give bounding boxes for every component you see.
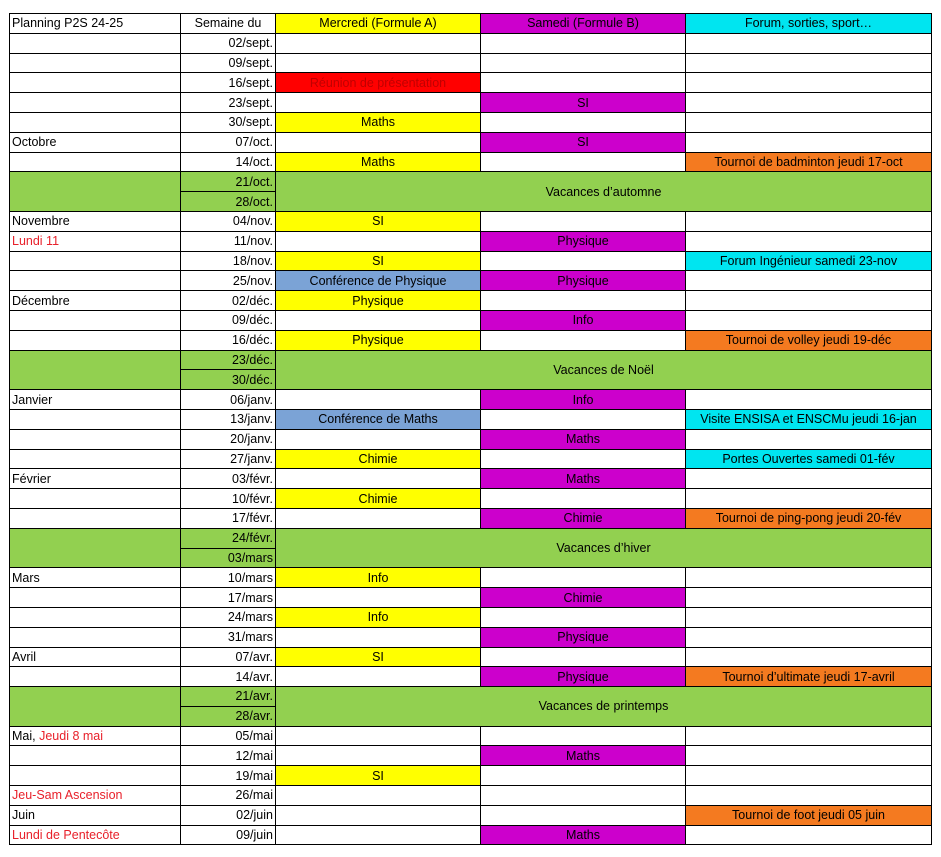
- forum-event: [686, 93, 932, 113]
- forum-event: [686, 825, 932, 845]
- wednesday-session: [276, 33, 481, 53]
- week-date: 11/nov.: [181, 231, 276, 251]
- table-row: [10, 271, 932, 291]
- forum-event: Tournoi de badminton jeudi 17-oct: [686, 152, 932, 172]
- vacation-label: Vacances d’automne: [276, 172, 932, 212]
- table-row: [10, 231, 932, 251]
- month-cell: [10, 588, 181, 608]
- table-row: [10, 429, 932, 449]
- saturday-session: [481, 647, 686, 667]
- saturday-session: [481, 33, 686, 53]
- wednesday-session: [276, 746, 481, 766]
- wednesday-session: Conférence de Maths: [276, 409, 481, 429]
- week-date: 30/sept.: [181, 112, 276, 132]
- forum-event: [686, 568, 932, 588]
- forum-column-header: Forum, sorties, sport…: [686, 14, 932, 34]
- vacation-label: Vacances de Noël: [276, 350, 932, 390]
- saturday-session: [481, 409, 686, 429]
- week-date: 18/nov.: [181, 251, 276, 271]
- forum-event: [686, 489, 932, 509]
- table-row: [10, 172, 932, 192]
- week-date: 12/mai: [181, 746, 276, 766]
- wednesday-session: SI: [276, 251, 481, 271]
- wednesday-session: Maths: [276, 112, 481, 132]
- wednesday-session: [276, 588, 481, 608]
- saturday-session: [481, 489, 686, 509]
- table-row: [10, 53, 932, 73]
- header-row: [10, 14, 932, 34]
- week-date: 02/juin: [181, 805, 276, 825]
- saturday-session: [481, 251, 686, 271]
- saturday-session: Info: [481, 390, 686, 410]
- wednesday-session: SI: [276, 211, 481, 231]
- month-cell: [10, 726, 181, 746]
- wednesday-session: [276, 805, 481, 825]
- week-date: 23/sept.: [181, 93, 276, 113]
- saturday-session: Physique: [481, 627, 686, 647]
- saturday-session: [481, 53, 686, 73]
- wednesday-session: [276, 508, 481, 528]
- planning-title: Planning P2S 24-25: [10, 14, 181, 34]
- wednesday-session: [276, 667, 481, 687]
- wednesday-session: Réunion de présentation: [276, 73, 481, 93]
- saturday-column-header: Samedi (Formule B): [481, 14, 686, 34]
- forum-event: [686, 786, 932, 806]
- month-cell: Janvier: [10, 390, 181, 410]
- month-cell: [10, 251, 181, 271]
- saturday-session: Physique: [481, 667, 686, 687]
- week-date: 14/avr.: [181, 667, 276, 687]
- table-row: [10, 73, 932, 93]
- week-date: 31/mars: [181, 627, 276, 647]
- week-date: 13/janv.: [181, 409, 276, 429]
- forum-event: [686, 271, 932, 291]
- wednesday-session: Physique: [276, 330, 481, 350]
- saturday-session: [481, 766, 686, 786]
- month-cell: Lundi de Pentecôte: [10, 825, 181, 845]
- table-row: [10, 746, 932, 766]
- week-date: 09/déc.: [181, 310, 276, 330]
- table-row: [10, 251, 932, 271]
- month-cell: [10, 667, 181, 687]
- month-cell: [10, 53, 181, 73]
- saturday-session: Chimie: [481, 588, 686, 608]
- table-row: [10, 350, 932, 370]
- month-cell: [10, 429, 181, 449]
- wednesday-session: Conférence de Physique: [276, 271, 481, 291]
- month-cell: [10, 33, 181, 53]
- wednesday-session: SI: [276, 647, 481, 667]
- table-row: [10, 310, 932, 330]
- saturday-session: [481, 330, 686, 350]
- week-date: 02/sept.: [181, 33, 276, 53]
- table-row: [10, 211, 932, 231]
- week-date: 26/mai: [181, 786, 276, 806]
- saturday-session: Physique: [481, 271, 686, 291]
- wednesday-session: [276, 390, 481, 410]
- saturday-session: [481, 291, 686, 311]
- forum-event: Visite ENSISA et ENSCMu jeudi 16-jan: [686, 409, 932, 429]
- wednesday-column-header: Mercredi (Formule A): [276, 14, 481, 34]
- week-date: 14/oct.: [181, 152, 276, 172]
- forum-event: Tournoi d’ultimate jeudi 17-avril: [686, 667, 932, 687]
- wednesday-session: [276, 310, 481, 330]
- week-date: 09/sept.: [181, 53, 276, 73]
- week-date: 27/janv.: [181, 449, 276, 469]
- saturday-session: [481, 211, 686, 231]
- table-row: [10, 152, 932, 172]
- saturday-session: [481, 786, 686, 806]
- saturday-session: Chimie: [481, 508, 686, 528]
- saturday-session: [481, 726, 686, 746]
- month-cell: [10, 766, 181, 786]
- forum-event: [686, 53, 932, 73]
- table-row: [10, 33, 932, 53]
- table-row: [10, 390, 932, 410]
- week-date: 23/déc.: [181, 350, 276, 370]
- month-cell: [10, 330, 181, 350]
- table-row: [10, 112, 932, 132]
- wednesday-session: Info: [276, 568, 481, 588]
- saturday-session: [481, 607, 686, 627]
- month-cell: Février: [10, 469, 181, 489]
- saturday-session: Maths: [481, 429, 686, 449]
- month-cell: [10, 93, 181, 113]
- forum-event: [686, 647, 932, 667]
- saturday-session: Maths: [481, 469, 686, 489]
- week-date: 10/févr.: [181, 489, 276, 509]
- forum-event: [686, 588, 932, 608]
- saturday-session: SI: [481, 132, 686, 152]
- month-cell: Octobre: [10, 132, 181, 152]
- week-date: 03/mars: [181, 548, 276, 568]
- month-cell: Avril: [10, 647, 181, 667]
- forum-event: [686, 746, 932, 766]
- month-cell: [10, 607, 181, 627]
- week-date: 06/janv.: [181, 390, 276, 410]
- week-date: 24/mars: [181, 607, 276, 627]
- month-cell: [10, 73, 181, 93]
- week-date: 07/oct.: [181, 132, 276, 152]
- wednesday-session: [276, 786, 481, 806]
- forum-event: [686, 211, 932, 231]
- table-row: [10, 291, 932, 311]
- week-date: 28/oct.: [181, 192, 276, 212]
- wednesday-session: [276, 825, 481, 845]
- forum-event: [686, 726, 932, 746]
- table-row: [10, 667, 932, 687]
- week-date: 09/juin: [181, 825, 276, 845]
- wednesday-session: [276, 53, 481, 73]
- month-cell: Mars: [10, 568, 181, 588]
- forum-event: [686, 291, 932, 311]
- table-row: [10, 449, 932, 469]
- forum-event: [686, 469, 932, 489]
- table-row: [10, 786, 932, 806]
- table-row: [10, 489, 932, 509]
- week-date: 24/févr.: [181, 528, 276, 548]
- saturday-session: Physique: [481, 231, 686, 251]
- week-date: 17/mars: [181, 588, 276, 608]
- wednesday-session: [276, 132, 481, 152]
- table-row: [10, 647, 932, 667]
- month-cell: Juin: [10, 805, 181, 825]
- month-cell: Jeu-Sam Ascension: [10, 786, 181, 806]
- saturday-session: [481, 805, 686, 825]
- month-cell: [10, 687, 181, 727]
- month-cell: Décembre: [10, 291, 181, 311]
- saturday-session: [481, 112, 686, 132]
- forum-event: [686, 766, 932, 786]
- forum-event: Tournoi de volley jeudi 19-déc: [686, 330, 932, 350]
- forum-event: [686, 390, 932, 410]
- saturday-session: [481, 73, 686, 93]
- table-row: [10, 330, 932, 350]
- week-date: 21/avr.: [181, 687, 276, 707]
- saturday-session: SI: [481, 93, 686, 113]
- week-date: 02/déc.: [181, 291, 276, 311]
- holiday-note: Jeudi 8 mai: [39, 729, 104, 744]
- table-row: [10, 607, 932, 627]
- week-date: 04/nov.: [181, 211, 276, 231]
- month-cell: [10, 449, 181, 469]
- saturday-session: [481, 152, 686, 172]
- month-cell: [10, 271, 181, 291]
- table-row: [10, 766, 932, 786]
- week-date: 25/nov.: [181, 271, 276, 291]
- month-cell: Lundi 11: [10, 231, 181, 251]
- table-row: [10, 93, 932, 113]
- forum-event: [686, 231, 932, 251]
- week-date: 17/févr.: [181, 508, 276, 528]
- month-cell: [10, 489, 181, 509]
- wednesday-session: Physique: [276, 291, 481, 311]
- forum-event: [686, 627, 932, 647]
- table-row: [10, 568, 932, 588]
- month-cell: [10, 310, 181, 330]
- planning-table: [9, 13, 932, 845]
- week-date: 28/avr.: [181, 706, 276, 726]
- month-cell: [10, 627, 181, 647]
- month-cell: [10, 409, 181, 429]
- wednesday-session: [276, 469, 481, 489]
- forum-event: [686, 429, 932, 449]
- month-cell: [10, 508, 181, 528]
- week-date: 16/sept.: [181, 73, 276, 93]
- table-row: [10, 409, 932, 429]
- table-row: [10, 627, 932, 647]
- planning-body: [10, 14, 932, 845]
- forum-event: [686, 310, 932, 330]
- forum-event: [686, 607, 932, 627]
- forum-event: [686, 33, 932, 53]
- table-row: [10, 805, 932, 825]
- saturday-session: [481, 568, 686, 588]
- week-date: 20/janv.: [181, 429, 276, 449]
- week-date: 21/oct.: [181, 172, 276, 192]
- week-date: 30/déc.: [181, 370, 276, 390]
- wednesday-session: [276, 627, 481, 647]
- forum-event: Tournoi de ping-pong jeudi 20-fév: [686, 508, 932, 528]
- wednesday-session: Info: [276, 607, 481, 627]
- wednesday-session: [276, 429, 481, 449]
- table-row: [10, 726, 932, 746]
- week-date: 05/mai: [181, 726, 276, 746]
- table-row: [10, 469, 932, 489]
- table-row: [10, 528, 932, 548]
- month-cell: [10, 152, 181, 172]
- forum-event: [686, 112, 932, 132]
- month-cell: [10, 172, 181, 212]
- week-date: 07/avr.: [181, 647, 276, 667]
- month-label: Mai,: [12, 729, 40, 744]
- table-row: [10, 132, 932, 152]
- wednesday-session: [276, 726, 481, 746]
- saturday-session: Maths: [481, 746, 686, 766]
- month-cell: [10, 350, 181, 390]
- table-row: [10, 687, 932, 707]
- vacation-label: Vacances de printemps: [276, 687, 932, 727]
- month-cell: [10, 112, 181, 132]
- table-row: [10, 825, 932, 845]
- week-date: 16/déc.: [181, 330, 276, 350]
- table-row: [10, 588, 932, 608]
- forum-event: Tournoi de foot jeudi 05 juin: [686, 805, 932, 825]
- saturday-session: Info: [481, 310, 686, 330]
- forum-event: Portes Ouvertes samedi 01-fév: [686, 449, 932, 469]
- wednesday-session: [276, 231, 481, 251]
- wednesday-session: Maths: [276, 152, 481, 172]
- wednesday-session: [276, 93, 481, 113]
- month-cell: [10, 746, 181, 766]
- week-date: 10/mars: [181, 568, 276, 588]
- wednesday-session: Chimie: [276, 449, 481, 469]
- table-row: [10, 508, 932, 528]
- month-cell: Novembre: [10, 211, 181, 231]
- forum-event: [686, 73, 932, 93]
- week-column-header: Semaine du: [181, 14, 276, 34]
- month-cell: [10, 528, 181, 568]
- week-date: 03/févr.: [181, 469, 276, 489]
- vacation-label: Vacances d’hiver: [276, 528, 932, 568]
- forum-event: [686, 132, 932, 152]
- wednesday-session: SI: [276, 766, 481, 786]
- forum-event: Forum Ingénieur samedi 23-nov: [686, 251, 932, 271]
- saturday-session: [481, 449, 686, 469]
- saturday-session: Maths: [481, 825, 686, 845]
- wednesday-session: Chimie: [276, 489, 481, 509]
- week-date: 19/mai: [181, 766, 276, 786]
